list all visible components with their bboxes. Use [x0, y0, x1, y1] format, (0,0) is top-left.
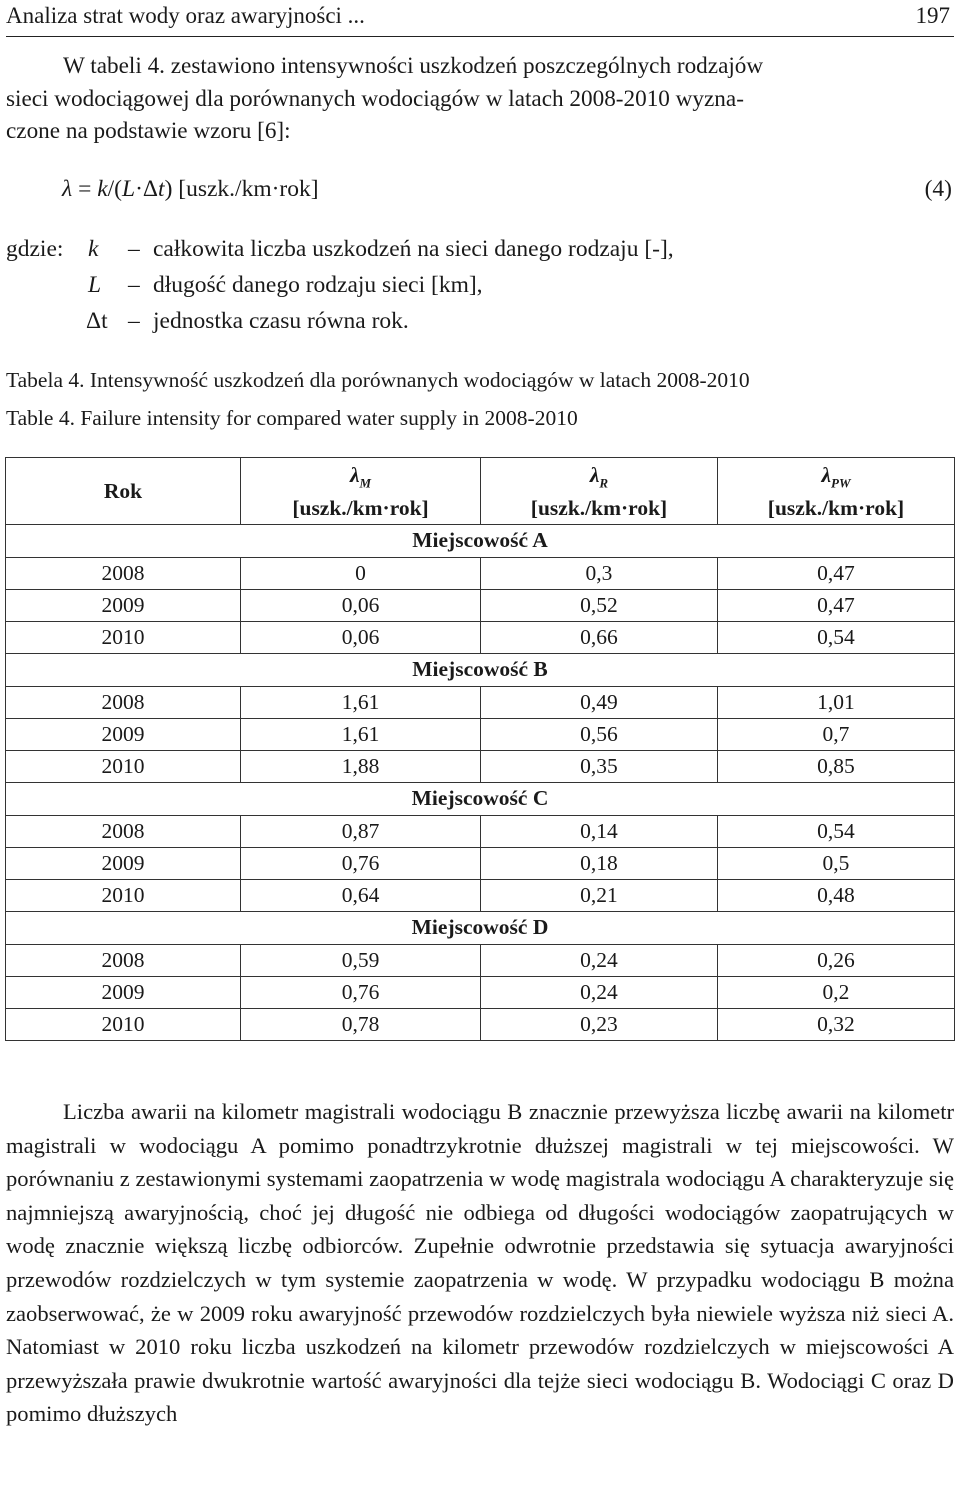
cell-m: 0: [241, 557, 481, 589]
failure-intensity-table: [5, 457, 955, 1041]
intro-line: W tabeli 4. zestawiono intensywności uszkodzeń poszczególnych rodzajów: [63, 53, 764, 79]
cell-m: 0,76: [241, 976, 481, 1008]
definition-text: długość danego rodzaju sieci [km],: [153, 272, 483, 298]
group-row: [6, 783, 955, 816]
cell-year: 2008: [6, 557, 241, 589]
cell-m: 0,87: [241, 815, 481, 847]
cell-m: 0,78: [241, 1009, 481, 1041]
cell-r: 0,35: [481, 750, 718, 782]
definition-symbol: k: [88, 236, 99, 262]
cell-year: 2010: [6, 1009, 241, 1041]
group-name: Miejscowość B: [6, 654, 955, 687]
formula-unit: [uszk./km·rok]: [178, 176, 319, 202]
definition-symbol: Δt: [86, 308, 108, 334]
formula-L: L: [122, 176, 136, 202]
header-lambda-r: [481, 458, 718, 525]
cell-year: 2010: [6, 880, 241, 912]
cell-r: 0,24: [481, 976, 718, 1008]
cell-m: 0,06: [241, 589, 481, 621]
cell-pw: 0,48: [717, 880, 954, 912]
cell-year: 2009: [6, 847, 241, 879]
cell-m: 1,61: [241, 686, 481, 718]
intro-paragraph: [6, 50, 954, 148]
table-row: [6, 815, 955, 847]
table-caption-en: Table 4. Failure intensity for compared water supply in 2008-2010: [6, 406, 578, 430]
lambda-symbol: λ: [589, 462, 600, 487]
lambda-subscript: M: [359, 475, 372, 491]
cell-year: 2008: [6, 815, 241, 847]
cell-r: 0,52: [481, 589, 718, 621]
header-unit: [uszk./km·rok]: [767, 496, 905, 521]
running-title: Analiza strat wody oraz awaryjności ...: [6, 3, 365, 28]
group-row: [6, 525, 955, 558]
cell-r: 0,3: [481, 557, 718, 589]
table-row: [6, 880, 955, 912]
cell-pw: 0,54: [717, 621, 954, 653]
running-header: [6, 0, 954, 37]
cell-pw: 0,47: [717, 589, 954, 621]
formula: [62, 176, 319, 203]
cell-r: 0,49: [481, 686, 718, 718]
formula-lambda: λ: [62, 176, 73, 202]
cell-year: 2010: [6, 750, 241, 782]
header-year: Rok: [6, 458, 241, 525]
formula-t: t: [158, 176, 165, 202]
cell-r: 0,66: [481, 621, 718, 653]
group-name: Miejscowość A: [6, 525, 955, 558]
table-header-row: [6, 458, 955, 525]
cell-r: 0,21: [481, 880, 718, 912]
definition-text: jednostka czasu równa rok.: [153, 308, 409, 334]
cell-year: 2009: [6, 589, 241, 621]
formula-open: /(: [107, 176, 122, 202]
cell-year: 2008: [6, 944, 241, 976]
cell-pw: 0,5: [717, 847, 954, 879]
cell-pw: 0,2: [717, 976, 954, 1008]
table-row: [6, 686, 955, 718]
lambda-subscript: PW: [831, 475, 851, 491]
lambda-subscript: R: [599, 475, 609, 491]
header-lambda-m: [241, 458, 481, 525]
table-caption-pl: Tabela 4. Intensywność uszkodzeń dla porównanych wodociągów w latach 2008-2010: [6, 368, 750, 392]
table-row: [6, 621, 955, 653]
cell-pw: 0,32: [717, 1009, 954, 1041]
cell-r: 0,24: [481, 944, 718, 976]
table-row: [6, 718, 955, 750]
cell-r: 0,14: [481, 815, 718, 847]
cell-pw: 0,85: [717, 750, 954, 782]
table-row: [6, 750, 955, 782]
cell-year: 2009: [6, 718, 241, 750]
cell-year: 2008: [6, 686, 241, 718]
table-row: [6, 944, 955, 976]
formula-delta: Δ: [142, 176, 159, 202]
cell-m: 0,59: [241, 944, 481, 976]
cell-m: 0,06: [241, 621, 481, 653]
cell-r: 0,56: [481, 718, 718, 750]
cell-r: 0,18: [481, 847, 718, 879]
header-unit: [uszk./km·rok]: [530, 496, 668, 521]
cell-pw: 0,26: [717, 944, 954, 976]
group-name: Miejscowość D: [6, 912, 955, 945]
table-row: [6, 976, 955, 1008]
definitions-lead: gdzie:: [6, 236, 64, 262]
group-row: [6, 654, 955, 687]
definition-dash: –: [128, 308, 140, 334]
formula-equals: =: [78, 176, 92, 202]
definition-text: całkowita liczba uszkodzeń na sieci danego rodzaju [-],: [153, 236, 674, 262]
cell-r: 0,23: [481, 1009, 718, 1041]
cell-pw: 1,01: [717, 686, 954, 718]
cell-year: 2010: [6, 621, 241, 653]
group-row: [6, 912, 955, 945]
lambda-symbol: λ: [821, 462, 832, 487]
header-lambda-pw: [717, 458, 954, 525]
table-row: [6, 589, 955, 621]
cell-m: 1,61: [241, 718, 481, 750]
formula-close: ): [164, 176, 173, 202]
intro-line: sieci wodociągowej dla porównanych wodociągów w latach 2008-2010 wyzna-: [6, 85, 744, 112]
definition-symbol: L: [88, 272, 102, 298]
definition-dash: –: [128, 272, 140, 298]
formula-dot: ·: [135, 176, 143, 202]
cell-pw: 0,7: [717, 718, 954, 750]
cell-pw: 0,47: [717, 557, 954, 589]
table-row: [6, 557, 955, 589]
header-unit: [uszk./km·rok]: [292, 496, 429, 521]
cell-year: 2009: [6, 976, 241, 1008]
formula-k: k: [97, 176, 108, 202]
cell-m: 0,64: [241, 880, 481, 912]
table-row: [6, 1009, 955, 1041]
cell-m: 1,88: [241, 750, 481, 782]
group-name: Miejscowość C: [6, 783, 955, 816]
body-paragraph: Liczba awarii na kilometr magistrali wodociągu B znacznie przewyższa liczbę awarii na kilometr magistrali w wodociągu A pomimo ponadtrzykrotnie dłuższej magistrali w tej miejscowości. W porównaniu z zestawionymi systemami zaopatrzenia w wodę magistrala wodociągu A charakteryzuje się najmniejszą awaryjnością, choć jej długość nie odbiega od długości wodociągów zaopatrujących w wodę znacznie większą liczbę odbiorców. Zupełnie odwrotnie przedstawia się sytuacja awaryjności przewodów rozdzielczych w tym systemie zaopatrzenia w wodę. W przypadku wodociągu B można zaobserwować, że w 2009 roku awaryjność przewodów rozdzielczych była niewiele wyższa niż sieci A. Natomiast w 2010 roku liczba uszkodzeń na kilometr przewodów rozdzielczych w miejscowości A przewyższała prawie dwukrotnie wartość awaryjności dla tejże sieci wodociągu B. Wodociągi C oraz D pomimo dłuższych: [6, 1099, 954, 1427]
cell-m: 0,76: [241, 847, 481, 879]
page-number: 197: [915, 3, 950, 28]
intro-line: czone na podstawie wzoru [6]:: [6, 118, 291, 145]
cell-pw: 0,54: [717, 815, 954, 847]
table-row: [6, 847, 955, 879]
definition-dash: –: [128, 236, 140, 262]
lambda-symbol: λ: [349, 462, 360, 487]
formula-number: (4): [924, 176, 952, 202]
